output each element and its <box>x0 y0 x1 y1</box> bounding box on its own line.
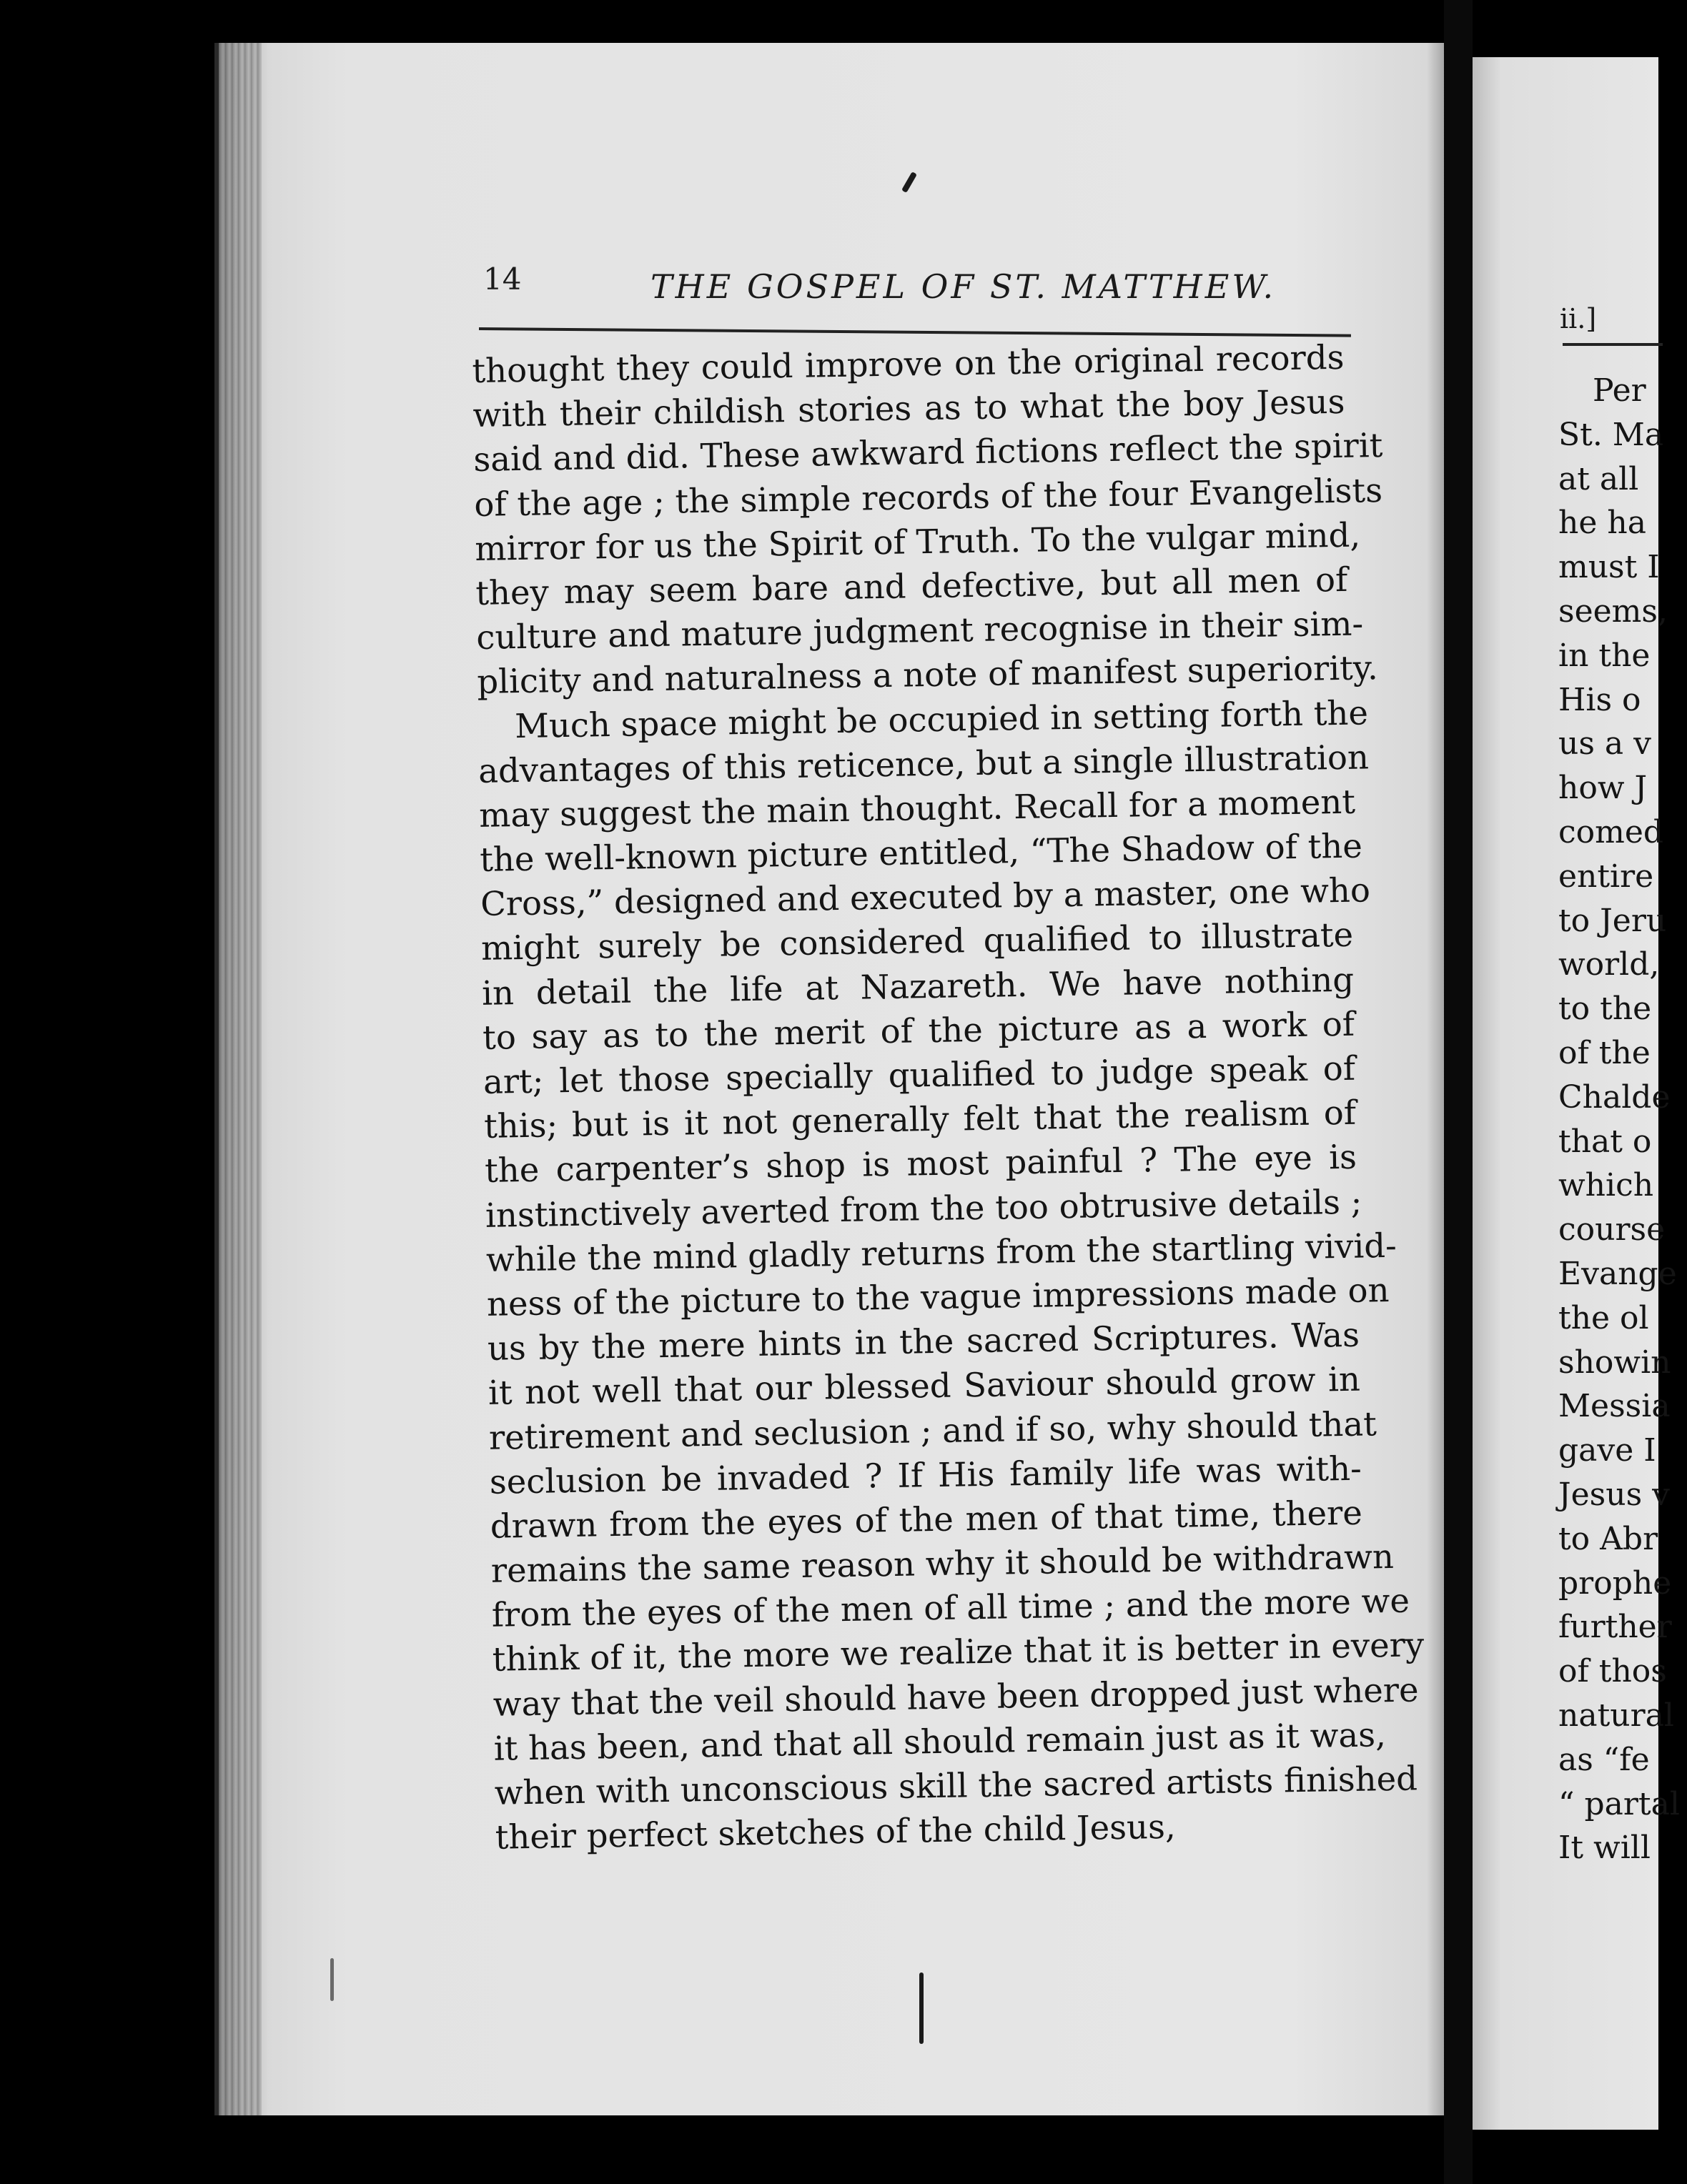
text-line: Jesus v <box>1558 1476 1671 1513</box>
text-line: Messia <box>1558 1388 1671 1425</box>
text-line: it not well that our blessed Saviour should grow in <box>488 1359 1361 1413</box>
text-line: His o <box>1558 681 1641 718</box>
text-line: thought they could improve on the original records <box>472 337 1345 390</box>
text-line: with their childish stories as to what the boy Jesus <box>473 382 1345 435</box>
text-line: prophe <box>1558 1564 1672 1602</box>
text-line: Cross,” designed and executed by a master, one who <box>480 870 1371 924</box>
text-line: their perfect sketches of the child Jesus, <box>495 1807 1177 1857</box>
ink-speck <box>919 1972 924 2044</box>
text-line: Per <box>1593 372 1646 409</box>
text-line: think of it, the more we realize that it is better in every <box>492 1625 1425 1679</box>
text-line: us a v <box>1558 725 1651 763</box>
text-line: as “fe <box>1558 1741 1650 1778</box>
text-line: seclusion be invaded ? If His family life was with- <box>489 1449 1362 1502</box>
text-line: culture and mature judgment recognise in their sim- <box>475 604 1364 657</box>
body-text <box>472 335 1425 1860</box>
text-line: to the <box>1558 991 1652 1028</box>
text-line: gave I <box>1558 1432 1656 1469</box>
text-line: at all <box>1558 460 1639 497</box>
text-line: the carpenter’s shop is most painful ? The eye is <box>484 1138 1357 1191</box>
text-line: retirement and seclusion ; and if so, why should that <box>488 1404 1377 1457</box>
text-line: it has been, and that all should remain just as it was, <box>493 1714 1387 1768</box>
text-line: in the <box>1558 637 1651 674</box>
text-line: of the <box>1558 1034 1651 1071</box>
text-line: St. Ma <box>1558 416 1664 453</box>
text-line: which <box>1558 1167 1654 1204</box>
text-line: instinctively averted from the too obtrusive details ; <box>485 1182 1362 1235</box>
text-line: he ha <box>1558 505 1646 542</box>
text-line: while the mind gladly returns from the startling vivid- <box>485 1226 1397 1279</box>
page-number: 14 <box>483 262 522 297</box>
text-line: entire <box>1558 858 1654 895</box>
book-gutter <box>1444 0 1473 2184</box>
text-line: remains the same reason why it should be withdrawn <box>490 1537 1395 1590</box>
text-line: plicity and naturalness a note of manifest superiority. <box>476 648 1379 702</box>
text-line: may suggest the main thought. Recall for a moment <box>478 782 1356 835</box>
right-running-head: ii.] <box>1560 303 1597 334</box>
ink-speck <box>330 1958 334 2001</box>
text-line: seems, <box>1558 592 1668 630</box>
text-line: to say as to the merit of the picture as a work of <box>482 1004 1355 1057</box>
text-line: Evange <box>1558 1255 1677 1292</box>
text-line: in detail the life at Nazareth. We have nothing <box>481 960 1355 1013</box>
text-line: to Abr <box>1558 1520 1658 1557</box>
text-line: the well-known picture entitled, “The Shadow of the <box>479 826 1363 879</box>
text-line: from the eyes of the men of all time ; and the more we <box>491 1581 1410 1635</box>
text-line: us by the mere hints in the sacred Scriptures. Was <box>487 1315 1360 1368</box>
text-line: natural <box>1558 1697 1674 1734</box>
text-line: mirror for us the Spirit of Truth. To the vulgar mind, <box>474 515 1361 568</box>
text-line: Chalde <box>1558 1078 1671 1116</box>
text-line: world, <box>1558 946 1660 983</box>
text-line: that o <box>1558 1123 1652 1160</box>
text-line: might surely be considered qualified to illustrate <box>480 915 1354 968</box>
text-line: must I <box>1558 549 1660 586</box>
text-line: they may seem bare and defective, but all men of <box>475 560 1348 612</box>
text-line: course <box>1558 1211 1666 1249</box>
text-line: ness of the picture to the vague impressions made on <box>486 1270 1390 1324</box>
text-line: of the age ; the simple records of the four Evangelists <box>473 470 1383 524</box>
text-line: to Jeru <box>1558 902 1667 939</box>
text-line: further <box>1558 1609 1672 1646</box>
text-line: It will <box>1558 1830 1651 1867</box>
text-line: the ol <box>1558 1299 1649 1336</box>
text-line: said and did. These awkward fictions reflect the spirit <box>473 426 1383 480</box>
text-line: when with unconscious skill the sacred artists finished <box>494 1759 1418 1812</box>
running-title: THE GOSPEL OF ST. MATTHEW. <box>650 267 1277 306</box>
text-line: advantages of this reticence, but a single illustration <box>478 738 1370 790</box>
text-line: comed <box>1558 813 1664 850</box>
text-line: “ partal <box>1558 1785 1680 1822</box>
text-line: how J <box>1558 770 1648 807</box>
text-line: art; let those specially qualified to judge speak of <box>483 1048 1356 1101</box>
right-body-text <box>1558 369 1687 1870</box>
right-header-rule <box>1563 343 1663 346</box>
text-line: this; but is it not generally felt that the realism of <box>483 1093 1357 1146</box>
text-line: drawn from the eyes of the men of that time, there <box>490 1493 1363 1546</box>
text-line: way that the veil should have been dropped just where <box>493 1670 1419 1724</box>
text-line: showin <box>1558 1344 1671 1381</box>
text-line: of thos <box>1558 1653 1667 1690</box>
paragraph-start: Much space might be occupied in setting forth the <box>514 693 1369 745</box>
